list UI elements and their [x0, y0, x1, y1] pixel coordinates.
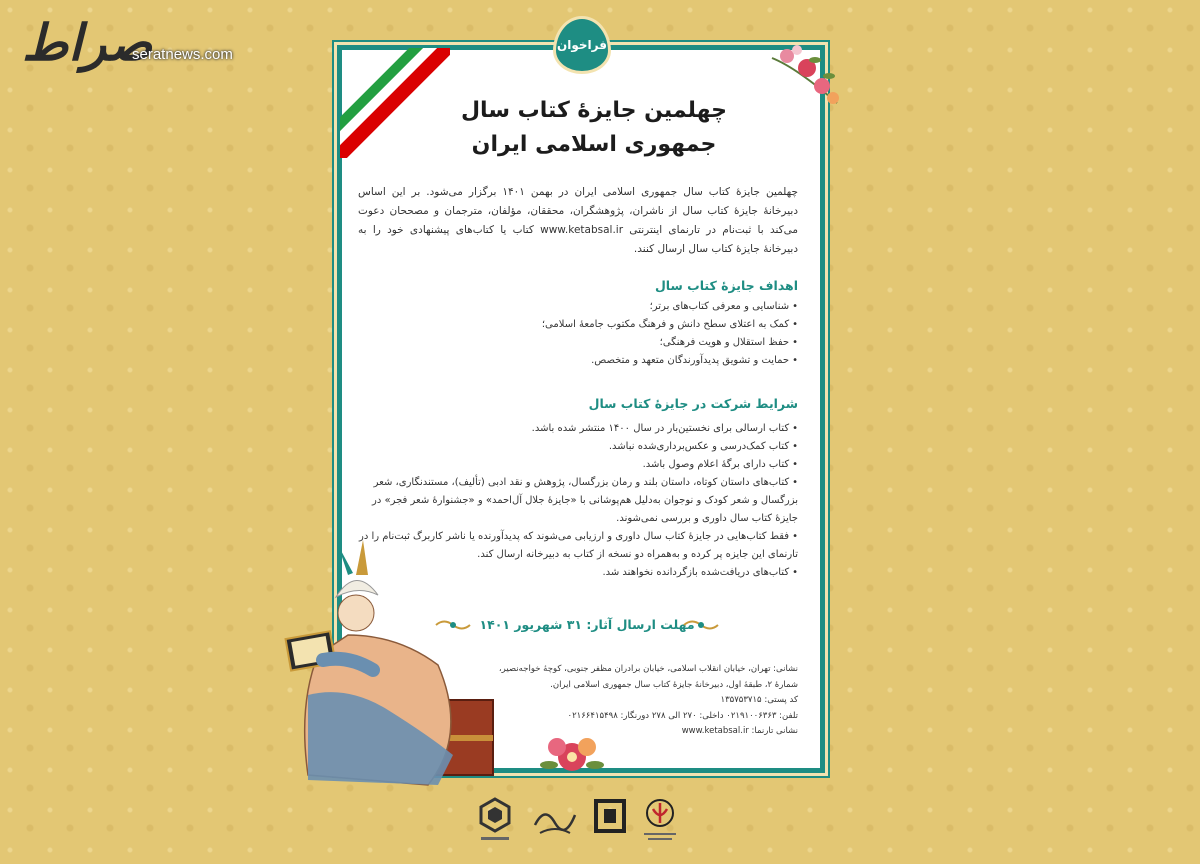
call-badge: فراخوان	[553, 16, 611, 74]
title-line-2: جمهوری اسلامی ایران	[471, 132, 717, 157]
address-line: نشانی: تهران، خیابان انقلاب اسلامی، خیابان برادران مظفر جنوبی، کوچهٔ خواجه‌نصیر،	[498, 664, 798, 674]
watermark-logo: صراط	[22, 13, 153, 72]
conditions-heading: شرایط شرکت در جایزهٔ کتاب سال	[588, 396, 798, 411]
intro-paragraph: چهلمین جایزهٔ کتاب سال جمهوری اسلامی ایران در بهمن ۱۴۰۱ برگزار می‌شود. بر این اساس دبیرخانهٔ جایزهٔ کتاب سال از ناشران، پژوهشگران، محققان، مؤلفان، مترجمان و مصححان دعوت می‌کند با ثبت‌نام در تارنمای اینترنتی www.ketabsal.ir کتاب یا کتاب‌های پیشنهادی خود را به دبیرخانهٔ جایزهٔ کتاب سال ارسال کنند.	[358, 186, 798, 255]
list-item: • کتاب ارسالی برای نخستین‌بار در سال ۱۴۰۰ منتشر شده باشد.	[358, 420, 798, 438]
page-title	[394, 94, 794, 162]
address-line: تلفن: ۰۲۱۹۱۰۰۶۳۶۳ داخلی: ۲۷۰ الی ۲۷۸ دورنگار: ۰۲۱۶۶۴۱۵۴۹۸	[567, 710, 798, 721]
ministry-emblem-icon	[640, 795, 680, 849]
title-line-1: چهلمین جایزهٔ کتاب سال	[460, 98, 728, 123]
calligraphy-logo-icon	[530, 795, 580, 849]
address-line: کد پستی: ۱۳۵۷۵۳۷۱۵	[720, 695, 798, 706]
watermark	[22, 8, 262, 88]
list-item: • کتاب‌های داستان کوتاه، داستان بلند و رمان بزرگسال، پژوهش و نقد ادبی (تألیف)، مستندنگاری، شعر بزرگسال و شعر کودک و نوجوان به‌دلیل هم‌پوشانی با «جایزهٔ جلال آل‌احمد» و «جشنوارهٔ شعر فجر» در جایزهٔ کتاب سال داوری و بررسی نمی‌شوند.	[358, 474, 798, 528]
goals-list	[358, 298, 798, 370]
list-item: • کتاب دارای برگهٔ اعلام وصول باشد.	[358, 456, 798, 474]
goals-heading: اهداف جایزهٔ کتاب سال	[654, 278, 798, 293]
list-item: • فقط کتاب‌هایی در جایزهٔ کتاب سال داوری و ارزیابی می‌شوند که پدیدآورنده یا ناشر کاربرگ ثبت‌نام را در تارنمای این جایزه پر کرده و به‌همراه دو نسخه از کتاب به دبیرخانه ارسال کند.	[358, 528, 798, 564]
list-item: • شناسایی و معرفی کتاب‌های برتر؛	[358, 298, 798, 316]
deadline-text: مهلت ارسال آثار: ۳۱ شهریور ۱۴۰۱	[479, 617, 695, 632]
list-item: • کمک به اعتلای سطح دانش و فرهنگ مکتوب جامعهٔ اسلامی؛	[358, 316, 798, 334]
watermark-site: seratnews.com	[132, 46, 233, 63]
persian-miniature-figure-icon	[278, 535, 503, 795]
sponsor-logo-icon	[475, 795, 515, 849]
flower-bottom-icon	[537, 725, 607, 785]
sponsor-logos	[475, 795, 705, 855]
book-house-logo-icon	[590, 795, 630, 849]
address-line: نشانی تارنما: www.ketabsal.ir	[681, 726, 798, 737]
list-item: • حمایت و تشویق پدیدآورندگان متعهد و متخصص.	[358, 352, 798, 370]
address-line: شمارهٔ ۲، طبقهٔ اول، دبیرخانهٔ جایزهٔ کتاب سال جمهوری اسلامی ایران.	[550, 679, 798, 690]
list-item: • کتاب‌های دریافت‌شده بازگردانده نخواهند شد.	[358, 564, 798, 582]
ornament-right-icon	[682, 618, 720, 632]
list-item: • حفظ استقلال و هویت فرهنگی؛	[358, 334, 798, 352]
list-item: • کتاب کمک‌درسی و عکس‌برداری‌شده نباشد.	[358, 438, 798, 456]
